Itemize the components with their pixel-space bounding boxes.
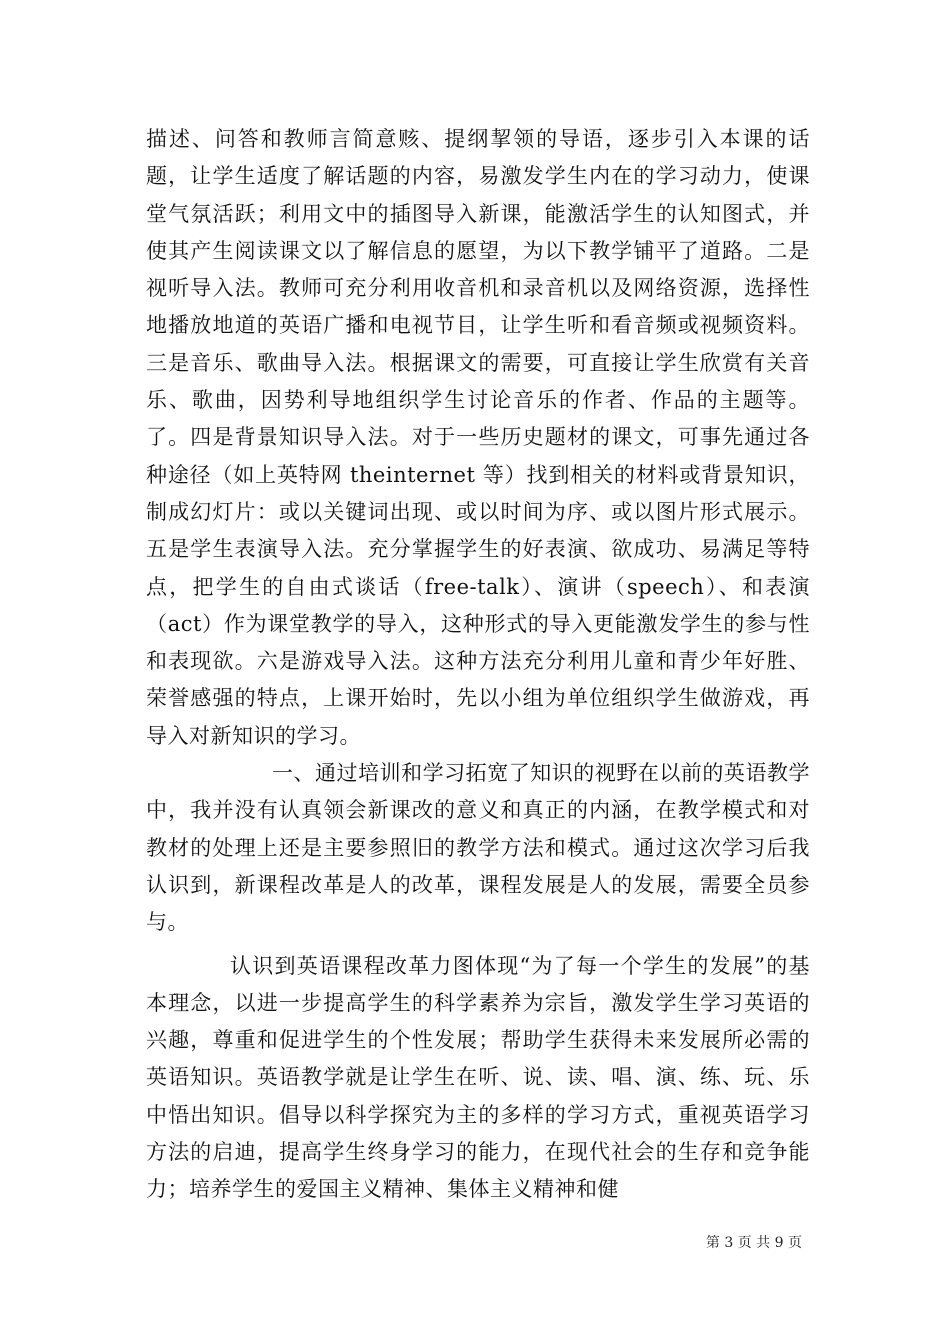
- paragraph-training-section: 一、通过培训和学习拓宽了知识的视野在以前的英语教学中，我并没有认真领会新课改的意义和真正的内涵，在教学模式和对教材的处理上还是主要参照旧的教学方法和模式。通过这次学习后我认识到，新课程改革是人的改革，课程发展是人的发展，需要全员参与。: [146, 761, 810, 935]
- body-text: [146, 121, 810, 1209]
- paragraph-curriculum-reform: 认识到英语课程改革力图体现“为了每一个学生的发展”的基本理念，以进一步提高学生的科学素养为宗旨，激发学生学习英语的兴趣，尊重和促进学生的个性发展；帮助学生获得未来发展所必需的英语知识。英语教学就是让学生在听、说、读、唱、演、练、玩、乐中悟出知识。倡导以科学探究为主的多样的学习方式，重视英语学习方法的启迪，提高学生终身学习的能力，在现代社会的生存和竞争能力；培养学生的爱国主义精神、集体主义精神和健: [146, 953, 810, 1202]
- page-number-footer: 第 3 页 共 9 页: [705, 1235, 802, 1251]
- paragraph-intro-methods: 描述、问答和教师言简意赅、提纲挈领的导语，逐步引入本课的话题，让学生适度了解话题的内容，易激发学生内在的学习动力，使课堂气氛活跃；利用文中的插图导入新课，能激活学生的认知图式，并使其产生阅读课文以了解信息的愿望，为以下教学铺平了道路。二是视听导入法。教师可充分利用收音机和录音机以及网络资源，选择性地播放地道的英语广播和电视节目，让学生听和看音频或视频资料。三是音乐、歌曲导入法。根据课文的需要，可直接让学生欣赏有关音乐、歌曲，因势利导地组织学生讨论音乐的作者、作品的主题等。了。四是背景知识导入法。对于一些历史题材的课文，可事先通过各种途径（如上英特网 theinternet 等）找到相关的材料或背景知识，制成幻灯片：或以关键词出现、或以时间为序、或以图片形式展示。五是学生表演导入法。充分掌握学生的好表演、欲成功、易满足等特点，把学生的自由式谈话（free-talk）、演讲（speech）、和表演（act）作为课堂教学的导入，这种形式的导入更能激发学生的参与性和表现欲。六是游戏导入法。这种方法充分利用儿童和青少年好胜、荣誉感强的特点，上课开始时，先以小组为单位组织学生做游戏，再导入对新知识的学习。: [146, 127, 810, 748]
